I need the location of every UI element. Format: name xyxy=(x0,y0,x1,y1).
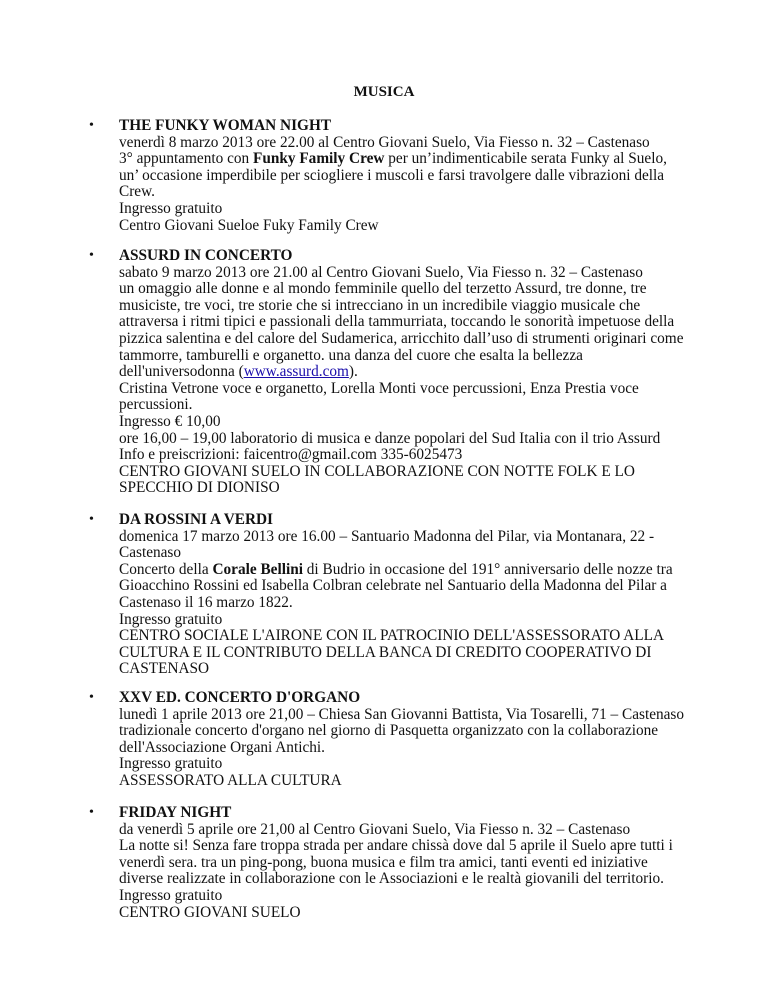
event-description-line: musiciste, tre voci, tre storie che si intrecciano in un incredibile viaggio musicale che xyxy=(119,296,641,314)
event-when: Castenaso xyxy=(119,544,182,562)
page-title: MUSICA xyxy=(353,84,415,100)
bullet-icon: • xyxy=(89,690,94,705)
event-when: da venerdì 5 aprile ore 21,00 al Centro Giovani Suelo, Via Fiesso n. 32 – Castenaso xyxy=(119,820,631,838)
event-when: venerdì 8 marzo 2013 ore 22.00 al Centro Giovani Suelo, Via Fiesso n. 32 – Castenaso xyxy=(119,133,650,151)
event-item xyxy=(89,247,739,497)
event-description-line: Gioacchino Rossini ed Isabella Colbran celebrate nel Santuario della Madonna del Pilar a xyxy=(119,577,667,595)
event-description-line: Castenaso il 16 marzo 1822. xyxy=(119,593,293,611)
event-description-line: un omaggio alle donne e al mondo femminile quello del terzetto Assurd, tre donne, tre xyxy=(119,280,647,298)
event-item xyxy=(89,689,739,790)
event-organizer: ASSESSORATO ALLA CULTURA xyxy=(119,771,342,789)
event-when: lunedì 1 aprile 2013 ore 21,00 – Chiesa San Giovanni Battista, Via Tosarelli, 71 – Castenaso xyxy=(119,705,685,723)
event-description-line: dell'Associazione Organi Antichi. xyxy=(119,738,325,756)
event-description-line: pizzica salentina e del calore del Sudamerica, arricchito dall’uso di strumenti originari come xyxy=(119,329,684,347)
event-performers: Cristina Vetrone voce e organetto, Lorella Monti voce percussioni, Enza Prestia voce xyxy=(119,379,639,397)
event-description: Concerto della Corale Bellini di Budrio in occasione del 191° anniversario delle nozze tra xyxy=(119,560,673,578)
event-description-line: un’ occasione imperdibile per sciogliere i muscoli e farsi travolgere dalle vibrazioni della xyxy=(119,166,665,184)
event-item xyxy=(89,117,739,234)
event-description-line: tradizionale concerto d'organo nel giorno di Pasquetta organizzato con la collaborazione xyxy=(119,722,659,740)
event-description-line: attraversa i ritmi tipici e passionali della tammurriata, toccando le sonorità impetuose della xyxy=(119,313,675,331)
event-info: Info e preiscrizioni: faicentro@gmail.com 335-6025473 xyxy=(119,446,463,464)
event-title: DA ROSSINI A VERDI xyxy=(119,511,274,528)
event-organizer: SPECCHIO DI DIONISO xyxy=(119,479,280,497)
event-title: XXV ED. CONCERTO D'ORGANO xyxy=(119,689,361,706)
event-entry: Ingresso gratuito xyxy=(119,610,223,628)
event-description: 3° appuntamento con Funky Family Crew per un’indimenticabile serata Funky al Suelo, xyxy=(119,150,667,168)
bullet-icon: • xyxy=(89,118,94,133)
performer-name: Corale Bellini xyxy=(212,560,303,578)
event-entry: Ingresso gratuito xyxy=(119,199,223,217)
bullet-icon: • xyxy=(89,512,94,527)
event-description-line: Crew. xyxy=(119,183,155,201)
event-title: ASSURD IN CONCERTO xyxy=(119,247,293,264)
event-organizer: CENTRO GIOVANI SUELO xyxy=(119,903,301,921)
bullet-icon: • xyxy=(89,805,94,820)
event-organizer: CENTRO SOCIALE L'AIRONE CON IL PATROCINIO DELL'ASSESSORATO ALLA xyxy=(119,627,665,645)
event-description-line: diverse realizzate in collaborazione con le Associazioni e le realtà giovanili del territorio. xyxy=(119,870,664,888)
event-entry: Ingresso gratuito xyxy=(119,755,223,773)
event-organizer: CASTENASO xyxy=(119,660,210,678)
event-item xyxy=(89,804,739,921)
event-description-line: dell'universodonna (www.assurd.com). xyxy=(119,363,358,381)
performer-name: Funky Family Crew xyxy=(252,150,385,168)
event-when: domenica 17 marzo 2013 ore 16.00 – Santuario Madonna del Pilar, via Montanara, 22 - xyxy=(119,527,655,545)
event-when: sabato 9 marzo 2013 ore 21.00 al Centro Giovani Suelo, Via Fiesso n. 32 – Castenaso xyxy=(119,263,643,281)
event-entry: Ingresso gratuito xyxy=(119,886,223,904)
assurd-website-link[interactable]: www.assurd.com xyxy=(243,363,349,381)
event-workshop: ore 16,00 – 19,00 laboratorio di musica e danze popolari del Sud Italia con il trio Assurd xyxy=(119,429,661,447)
bullet-icon: • xyxy=(89,248,94,263)
event-item xyxy=(89,511,739,678)
event-organizer: CULTURA E IL CONTRIBUTO DELLA BANCA DI CREDITO COOPERATIVO DI xyxy=(119,643,652,661)
event-entry: Ingresso € 10,00 xyxy=(119,412,221,430)
event-organizer: Centro Giovani Sueloe Fuky Family Crew xyxy=(119,216,379,234)
event-organizer: CENTRO GIOVANI SUELO IN COLLABORAZIONE CON NOTTE FOLK E LO xyxy=(119,462,635,480)
event-performers: percussioni. xyxy=(119,396,193,414)
event-title: THE FUNKY WOMAN NIGHT xyxy=(119,117,332,134)
event-description-line: venerdì sera. tra un ping-pong, buona musica e film tra amici, tanti eventi ed iniziative xyxy=(119,853,648,871)
event-title: FRIDAY NIGHT xyxy=(119,804,232,821)
event-description-line: La notte si! Senza fare troppa strada per andare chissà dove dal 5 aprile il Suelo apre tutti i xyxy=(119,837,673,855)
event-description-line: tammorre, tamburelli e organetto. una danza del cuore che esalta la bellezza xyxy=(119,346,583,364)
